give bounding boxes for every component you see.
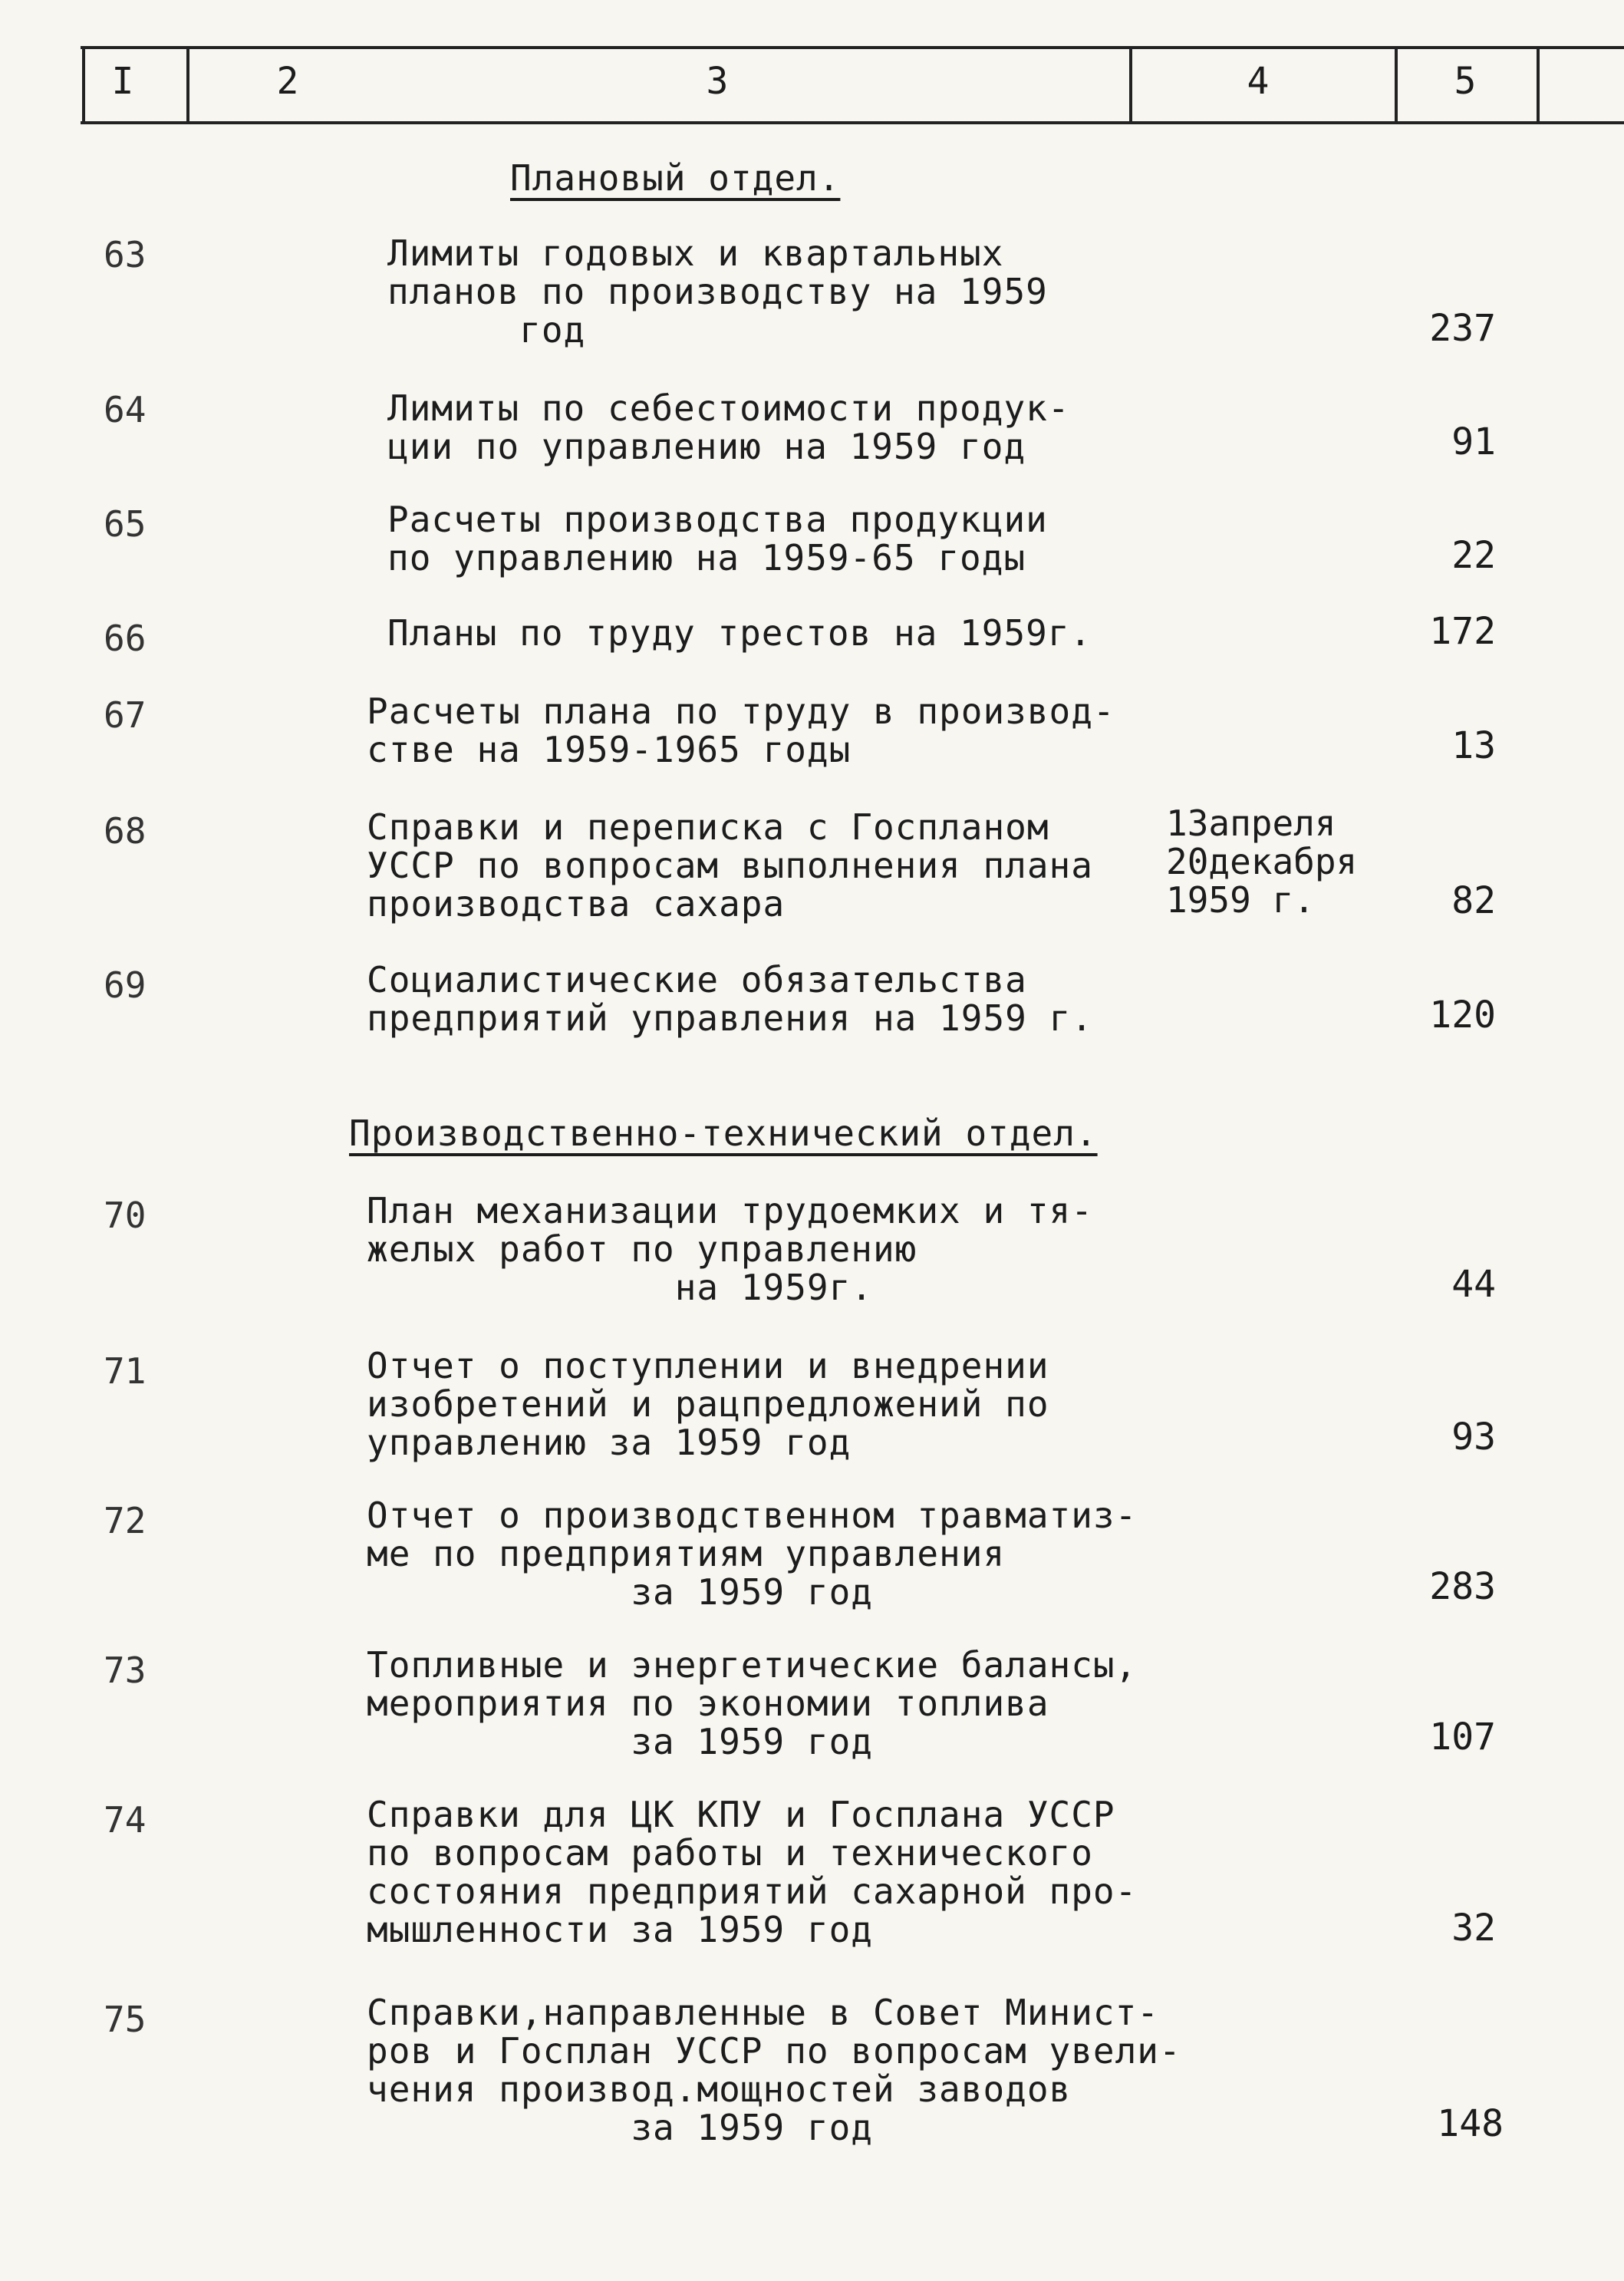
item-title: Лимиты годовых и квартальных планов по производству на 1959 год	[387, 232, 1048, 351]
item-number: 72	[104, 1500, 147, 1541]
item-number: 67	[104, 694, 147, 736]
column-divider	[1395, 48, 1398, 123]
column-header-3: 3	[706, 60, 729, 103]
item-sheets: 44	[1451, 1263, 1496, 1306]
column-header-4: 4	[1247, 60, 1270, 103]
item-number: 75	[104, 1999, 147, 2040]
item-number: 70	[104, 1195, 147, 1236]
item-number: 64	[104, 389, 147, 430]
item-sheets: 93	[1451, 1416, 1496, 1459]
section-title: Производственно-технический отдел.	[349, 1112, 1098, 1154]
item-title: Планы по труду трестов на 1959г.	[387, 612, 1092, 654]
item-title: Социалистические обязательства предприятий управления на 1959 г.	[367, 959, 1093, 1039]
item-title: Справки и переписка с Госпланом УССР по вопросам выполнения плана производства сахара	[367, 806, 1093, 925]
item-title: Расчеты производства продукции по управлению на 1959-65 годы	[387, 499, 1048, 578]
item-title: Отчет о поступлении и внедрении изобретений и рацпредложений по управлению за 1959 год	[367, 1345, 1049, 1463]
item-number: 69	[104, 964, 147, 1006]
item-sheets: 283	[1429, 1565, 1496, 1608]
column-header-1: I	[111, 60, 134, 103]
item-title: Топливные и энергетические балансы, мероприятия по экономии топлива за 1959 год	[367, 1644, 1138, 1762]
header-top-rule	[81, 46, 1624, 49]
section-title: Плановый отдел.	[510, 157, 841, 199]
header-bottom-rule	[81, 121, 1624, 124]
item-sheets: 148	[1437, 2102, 1504, 2145]
item-sheets: 32	[1451, 1907, 1496, 1950]
column-divider	[1129, 48, 1132, 123]
item-sheets: 13	[1451, 724, 1496, 767]
item-title: Отчет о производственном травматиз- ме по предприятиям управления за 1959 год	[367, 1495, 1138, 1613]
column-header-2: 2	[276, 60, 299, 103]
item-number: 63	[104, 234, 147, 275]
item-title: Расчеты плана по труду в производ- стве на 1959-1965 годы	[367, 691, 1115, 770]
item-number: 68	[104, 810, 147, 852]
column-header-row	[0, 0, 1624, 130]
item-title: Справки,направленные в Совет Минист- ров и Госплан УССР по вопросам увели- чения производ.мощностей заводов за 1959 год	[367, 1992, 1181, 2148]
column-header-5: 5	[1454, 60, 1477, 103]
column-divider	[186, 48, 189, 123]
item-sheets: 82	[1451, 879, 1496, 922]
item-title: План механизации трудоемких и тя- желых работ по управлению на 1959г.	[367, 1190, 1093, 1308]
item-sheets: 91	[1451, 420, 1496, 463]
item-dates: 1Запреля 20декабря 1959 г.	[1166, 803, 1358, 921]
item-title: Лимиты по себестоимости продук- ции по управлению на 1959 год	[387, 387, 1070, 467]
item-sheets: 120	[1429, 994, 1496, 1037]
item-number: 71	[104, 1350, 147, 1392]
item-sheets: 172	[1429, 610, 1496, 653]
column-divider	[1537, 48, 1540, 123]
item-number: 66	[104, 618, 147, 659]
item-sheets: 107	[1429, 1716, 1496, 1759]
item-sheets: 22	[1451, 534, 1496, 577]
item-number: 74	[104, 1799, 147, 1841]
item-sheets: 237	[1429, 307, 1496, 350]
item-number: 73	[104, 1650, 147, 1691]
item-title: Справки для ЦК КПУ и Госплана УССР по вопросам работы и технического состояния предприятий сахарной про- мышленности за 1959 год	[367, 1794, 1138, 1950]
item-number: 65	[104, 503, 147, 545]
